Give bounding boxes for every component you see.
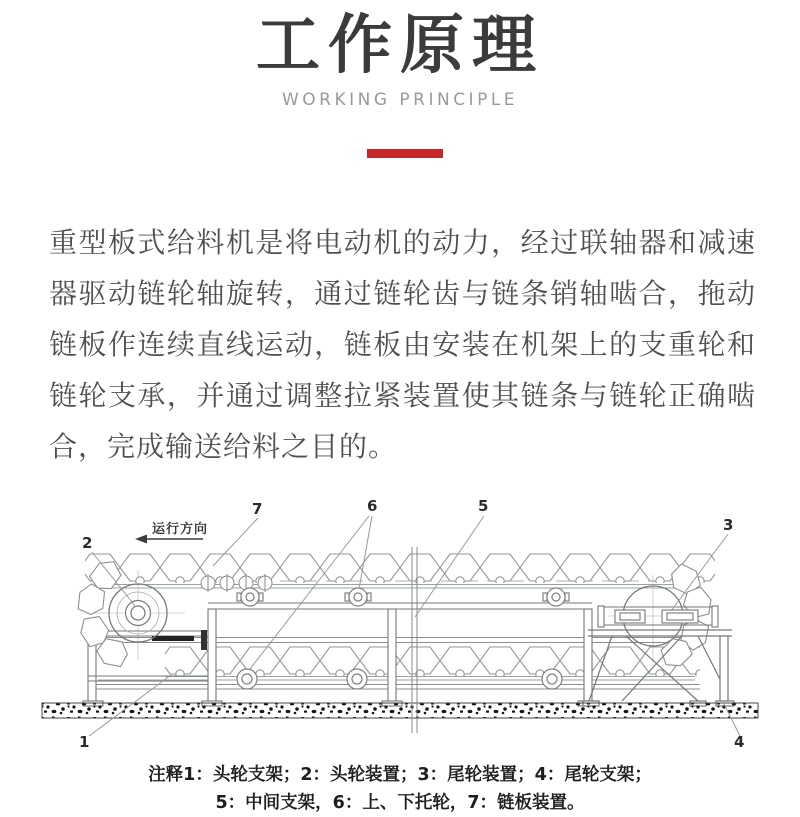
upper-plate-run [85, 552, 715, 583]
part-label-3: 3 [723, 516, 734, 534]
caption-line-1: 注释1：头轮支架；2：头轮装置；3：尾轮装置；4：尾轮支架； [148, 765, 652, 785]
part-label-5: 5 [478, 497, 489, 515]
part-label-2: 2 [82, 534, 93, 552]
principle-paragraph: 重型板式给料机是将电动机的动力，经过联轴器和减速器驱动链轮轴旋转，通过链轮齿与链条销轴啮合，拖动链板作连续直线运动，链板由安装在机架上的支重轮和链轮支承，并通过调整拉紧装置使其链条与链轮正确啮合，完成输送给料之目的。 [49, 226, 756, 463]
page-title: 工作原理 [256, 9, 544, 83]
diagram-caption [0, 761, 800, 817]
direction-label: 运行方向 [152, 522, 209, 537]
takeup-bar [152, 636, 194, 641]
page-subtitle: WORKING PRINCIPLE [281, 90, 519, 110]
accent-bar [367, 149, 443, 158]
feeder-diagram-svg [40, 490, 760, 755]
part-label-6: 6 [367, 497, 378, 515]
feeder-diagram [40, 490, 760, 755]
part-label-1: 1 [79, 733, 90, 751]
part-label-4: 4 [734, 733, 745, 751]
ground [42, 703, 758, 718]
part-label-7: 7 [252, 500, 263, 518]
caption-line-2: 5：中间支架，6：上、下托轮，7：链板装置。 [215, 793, 585, 813]
takeup-block [201, 630, 207, 650]
